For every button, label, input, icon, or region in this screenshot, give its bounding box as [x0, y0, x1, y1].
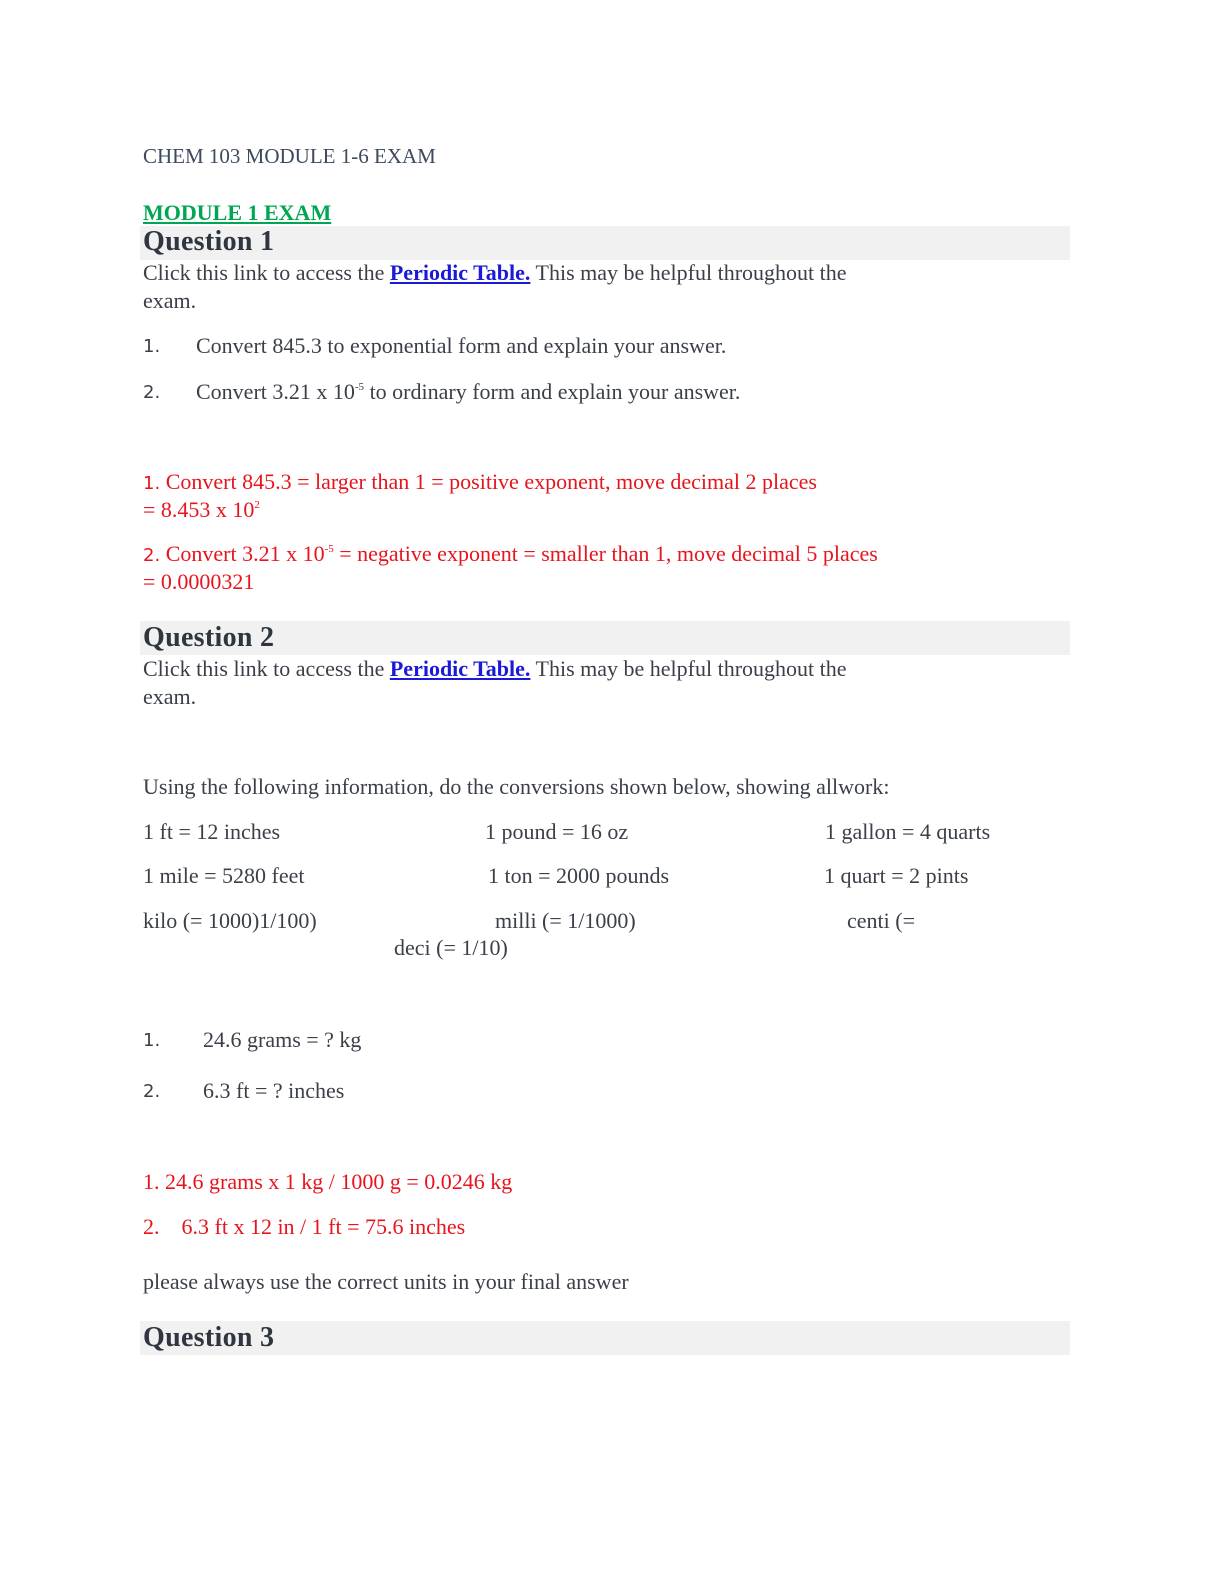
conversion-cell: 1 ton = 2000 pounds	[488, 863, 670, 888]
conversion-cell: 1 gallon = 4 quarts	[825, 819, 991, 844]
question-2-intro-continued: exam.	[143, 684, 197, 709]
item-text: to ordinary form and explain your answer.	[364, 379, 741, 404]
question-2-intro	[143, 656, 847, 682]
question-1-item-2	[196, 379, 740, 405]
periodic-table-link[interactable]: Periodic Table.	[389, 656, 531, 681]
question-3-title: Question 3	[143, 1322, 275, 1353]
answer-text: Convert 3.21 x 10	[160, 541, 325, 566]
list-number: 2.	[143, 382, 161, 403]
document-title: CHEM 103 MODULE 1-6 EXAM	[143, 144, 436, 168]
intro-text-end: This may be helpful throughout the	[530, 656, 847, 681]
conversion-cell: kilo (= 1000)1/100)	[143, 908, 317, 933]
answer-text: Convert 845.3 = larger than 1 = positive exponent, move decimal 2 places	[160, 469, 817, 494]
list-number: 1.	[143, 473, 161, 494]
answer-text: = 8.453 x 10	[143, 497, 255, 522]
conversion-cell: centi (=	[847, 908, 915, 933]
question-2-answer-2: 2. 6.3 ft x 12 in / 1 ft = 75.6 inches	[143, 1214, 466, 1239]
question-1-answer-2-result: = 0.0000321	[143, 569, 255, 594]
question-3-header-bar	[140, 1321, 1070, 1355]
answer-text: = negative exponent = smaller than 1, move decimal 5 places	[333, 541, 878, 566]
conversion-cell: milli (= 1/1000)	[495, 908, 636, 933]
conversion-cell: 1 quart = 2 pints	[824, 863, 969, 888]
exponent: -5	[324, 543, 334, 555]
list-number: 1.	[143, 1030, 161, 1051]
conversion-cell: 1 pound = 16 oz	[485, 819, 629, 844]
question-1-answer-2	[143, 541, 878, 567]
question-1-header-bar	[140, 226, 1070, 260]
item-text: Convert 3.21 x 10	[196, 379, 355, 404]
question-1-answer-1	[143, 469, 817, 495]
exponent: 2	[254, 499, 260, 511]
conversion-cell: 1 ft = 12 inches	[143, 819, 281, 844]
module-heading: MODULE 1 EXAM	[143, 200, 332, 225]
question-2-item-1: 24.6 grams = ? kg	[203, 1027, 362, 1052]
conversion-cell: 1 mile = 5280 feet	[143, 863, 305, 888]
question-2-title: Question 2	[143, 622, 275, 653]
intro-text: Click this link to access the	[143, 260, 390, 285]
intro-text-end: This may be helpful throughout the	[530, 260, 847, 285]
list-number: 1.	[143, 336, 161, 357]
list-number: 2.	[143, 1081, 161, 1102]
list-number: 2.	[143, 545, 161, 566]
question-2-note: please always use the correct units in your final answer	[143, 1269, 629, 1294]
question-1-intro	[143, 260, 847, 286]
question-1-title: Question 1	[143, 226, 275, 257]
question-2-instructions: Using the following information, do the conversions shown below, showing allwork:	[143, 774, 890, 799]
question-1-item-1: Convert 845.3 to exponential form and explain your answer.	[196, 333, 727, 358]
exponent: -5	[354, 381, 365, 393]
question-1-intro-continued: exam.	[143, 288, 197, 313]
question-2-item-2: 6.3 ft = ? inches	[203, 1078, 345, 1103]
question-1-answer-1-result	[143, 497, 260, 523]
conversion-cell-deci: deci (= 1/10)	[394, 935, 508, 960]
question-2-header-bar	[140, 621, 1070, 655]
question-2-answer-1: 1. 24.6 grams x 1 kg / 1000 g = 0.0246 kg	[143, 1169, 513, 1194]
intro-text: Click this link to access the	[143, 656, 390, 681]
periodic-table-link[interactable]: Periodic Table.	[389, 260, 531, 285]
